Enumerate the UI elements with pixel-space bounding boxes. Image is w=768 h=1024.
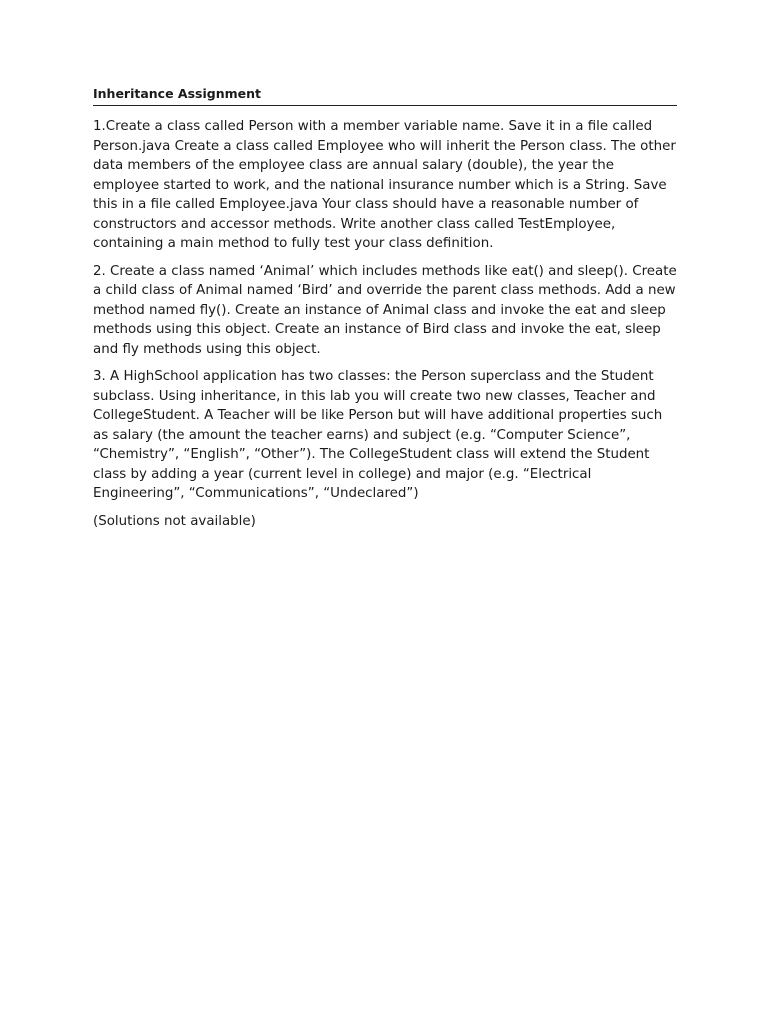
- question-1-paragraph: 1.Create a class called Person with a member variable name. Save it in a file called Person.java Create a class called Employee who will inherit the Person class. The other data members of the employee class are annual salary (double), the year the employee started to work, and the national insurance number which is a String. Save this in a file called Employee.java Your class should have a reasonable number of constructors and accessor methods. Write another class called TestEmployee, containing a main method to fully test your class definition.: [93, 119, 676, 251]
- title-underline: [93, 105, 677, 106]
- document-page: [93, 86, 677, 531]
- solutions-note: (Solutions not available): [93, 513, 256, 529]
- document-title: Inheritance Assignment: [93, 86, 261, 101]
- question-3-paragraph: 3. A HighSchool application has two classes: the Person superclass and the Student subclass. Using inheritance, in this lab you will create two new classes, Teacher and CollegeStudent. A Teacher will be like Person but will have additional properties such as salary (the amount the teacher earns) and subject (e.g. “Computer Science”, “Chemistry”, “English”, “Other”). The CollegeStudent class will extend the Student class by adding a year (current level in college) and major (e.g. “Electrical Engineering”, “Communications”, “Undeclared”): [93, 369, 663, 501]
- question-2-paragraph: 2. Create a class named ‘Animal’ which includes methods like eat() and sleep(). Create a child class of Animal named ‘Bird’ and override the parent class methods. Add a new method named fly(). Create an instance of Animal class and invoke the eat and sleep methods using this object. Create an instance of Bird class and invoke the eat, sleep and fly methods using this object.: [93, 263, 677, 357]
